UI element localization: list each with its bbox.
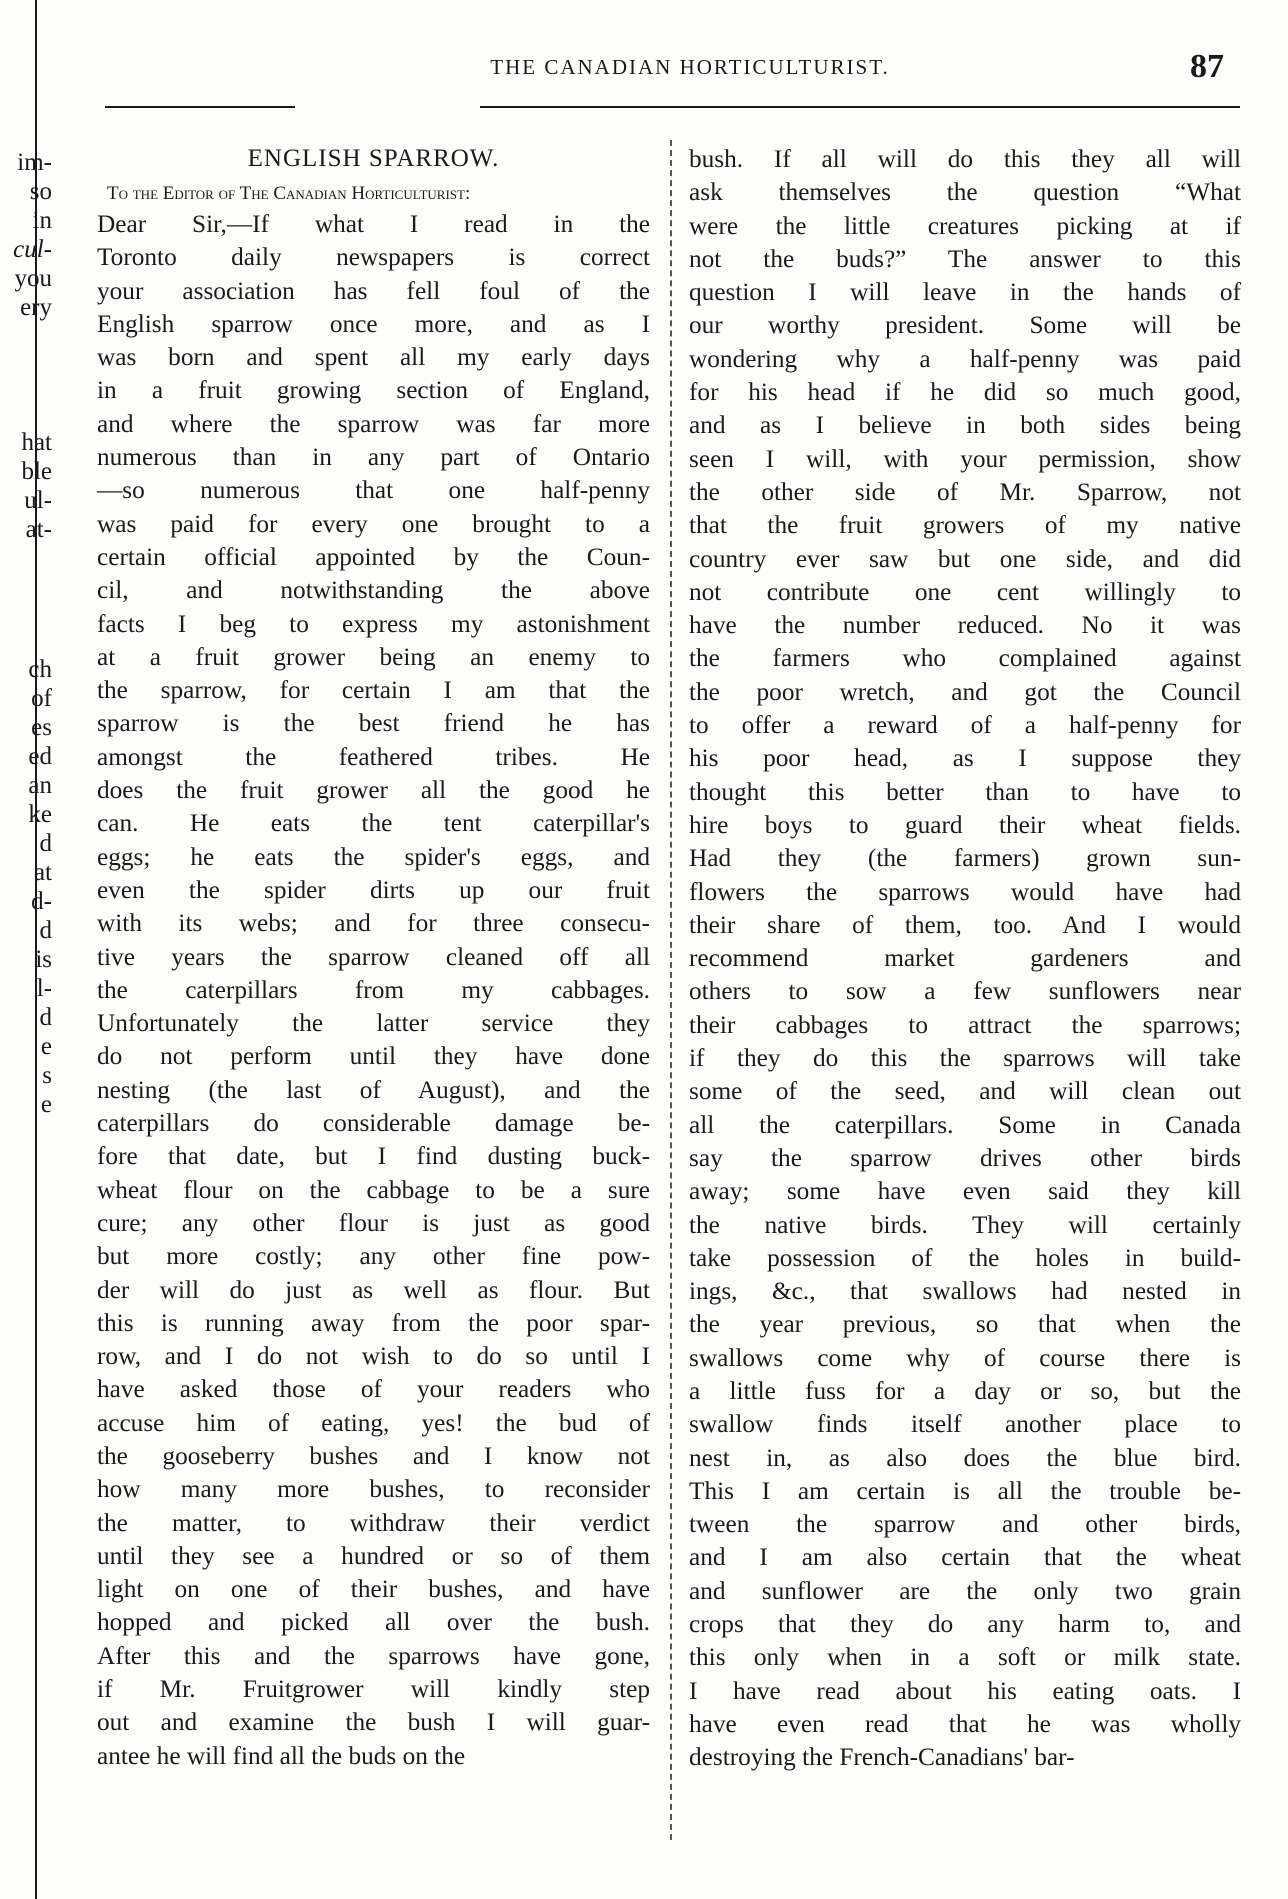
text-line: and where the sparrow was far more — [97, 409, 650, 438]
text-line: the gooseberry bushes and I know not — [97, 1441, 650, 1470]
previous-page-fragment: is — [35, 946, 52, 973]
previous-page-fragment: s — [42, 1062, 52, 1089]
text-line: to offer a reward of a half-penny for — [689, 711, 1241, 740]
text-line: some of the seed, and will clean out — [689, 1077, 1241, 1106]
text-line: swallow finds itself another place to — [689, 1410, 1241, 1439]
text-line: this only when in a soft or milk state. — [689, 1643, 1241, 1672]
previous-page-fragment: so — [29, 178, 52, 205]
text-line: was paid for every one brought to a — [97, 509, 650, 538]
column-divider — [670, 140, 673, 1840]
text-line: their cabbages to attract the sparrows; — [689, 1010, 1241, 1039]
text-line: can. He eats the tent caterpillar's — [97, 809, 650, 838]
text-line: if they do this the sparrows will take — [689, 1044, 1241, 1073]
text-line: with its webs; and for three consecu- — [97, 909, 650, 938]
text-line: at a fruit grower being an enemy to — [97, 642, 650, 671]
text-line: hopped and picked all over the bush. — [97, 1608, 650, 1637]
previous-page-edge — [0, 0, 58, 1899]
previous-page-fragment: ke — [28, 801, 52, 828]
text-line: question I will leave in the hands of — [689, 278, 1241, 307]
text-line: the year previous, so that when the — [689, 1310, 1241, 1339]
text-line: the sparrow, for certain I am that the — [97, 676, 650, 705]
text-line: destroying the French-Canadians' bar- — [689, 1743, 1075, 1772]
text-line: wheat flour on the cabbage to be a sure — [97, 1175, 650, 1204]
previous-page-fragment: of — [31, 685, 52, 712]
text-line: Had they (the farmers) grown sun- — [689, 844, 1241, 873]
header-rule-right — [480, 106, 1240, 108]
text-line: Toronto daily newspapers is correct — [97, 243, 650, 272]
text-line: and I am also certain that the wheat — [689, 1543, 1241, 1572]
text-line: facts I beg to express my astonishment — [97, 609, 650, 638]
text-line: sparrow is the best friend he has — [97, 709, 650, 738]
page-number: 87 — [1190, 48, 1224, 85]
left-column-text — [97, 208, 650, 1773]
text-line: away; some have even said they kill — [689, 1177, 1241, 1206]
previous-page-fragment: cul- — [13, 236, 52, 263]
previous-page-fragment: at- — [25, 516, 52, 543]
previous-page-fragment: in — [32, 207, 52, 234]
text-line: certain official appointed by the Coun- — [97, 542, 650, 571]
text-line: have asked those of your readers who — [97, 1375, 650, 1404]
previous-page-fragment: ble — [21, 458, 52, 485]
text-line: nesting (the last of August), and the — [97, 1075, 650, 1104]
text-line: nest in, as also does the blue bird. — [689, 1443, 1241, 1472]
text-line: Unfortunately the latter service they — [97, 1009, 650, 1038]
text-line: This I am certain is all the trouble be- — [689, 1476, 1241, 1505]
text-line: was born and spent all my early days — [97, 343, 650, 372]
previous-page-fragment: ul- — [24, 487, 52, 514]
text-line: antee he will find all the buds on the — [97, 1741, 466, 1770]
previous-page-fragment: at — [33, 859, 52, 886]
text-line: their share of them, too. And I would — [689, 910, 1241, 939]
text-line: After this and the sparrows have gone, — [97, 1641, 650, 1670]
text-line: light on one of their bushes, and have — [97, 1575, 650, 1604]
previous-page-fragment: ch — [28, 656, 52, 683]
previous-page-fragment: e — [40, 1033, 52, 1060]
text-line: say the sparrow drives other birds — [689, 1143, 1241, 1172]
text-line: tive years the sparrow cleaned off all — [97, 942, 650, 971]
text-line: that the fruit growers of my native — [689, 511, 1241, 540]
text-line: numerous than in any part of Ontario — [97, 443, 650, 472]
text-line: were the little creatures picking at if — [689, 211, 1241, 240]
text-line: caterpillars do considerable damage be- — [97, 1109, 650, 1138]
text-line: Dear Sir,—If what I read in the — [97, 210, 650, 238]
text-line: amongst the feathered tribes. He — [97, 742, 650, 771]
text-line: if Mr. Fruitgrower will kindly step — [97, 1675, 650, 1704]
previous-page-fragment: an — [28, 772, 52, 799]
text-line: until they see a hundred or so of them — [97, 1541, 650, 1570]
text-line: cure; any other flour is just as good — [97, 1208, 650, 1237]
text-line: a little fuss for a day or so, but the — [689, 1376, 1241, 1405]
previous-page-fragment: im- — [17, 149, 52, 176]
text-line: cil, and notwithstanding the above — [97, 576, 650, 605]
text-line: bush. If all will do this they all will — [689, 145, 1241, 173]
text-line: does the fruit grower all the good he — [97, 776, 650, 805]
text-line: not the buds?” The answer to this — [689, 244, 1241, 273]
text-line: and sunflower are the only two grain — [689, 1576, 1241, 1605]
text-line: I have read about his eating oats. I — [689, 1676, 1241, 1705]
previous-page-fragment: es — [31, 714, 52, 741]
text-line: our worthy president. Some will be — [689, 311, 1241, 340]
article-title: ENGLISH SPARROW. — [247, 145, 500, 172]
salutation: To the Editor of The Canadian Horticulturist: — [107, 183, 471, 204]
text-line: tween the sparrow and other birds, — [689, 1510, 1241, 1539]
text-line: in a fruit growing section of England, — [97, 376, 650, 405]
text-line: but more costly; any other fine pow- — [97, 1242, 650, 1271]
text-line: eggs; he eats the spider's eggs, and — [97, 842, 650, 871]
text-line: do not perform until they have done — [97, 1042, 650, 1071]
text-line: even the spider dirts up our fruit — [97, 875, 650, 904]
text-line: for his head if he did so much good, — [689, 378, 1241, 407]
previous-page-fragment: ed — [28, 743, 52, 770]
text-line: —so numerous that one half-penny — [97, 476, 650, 505]
text-line: hire boys to guard their wheat fields. — [689, 810, 1241, 839]
text-line: the caterpillars from my cabbages. — [97, 975, 650, 1004]
previous-page-fragment: you — [14, 265, 52, 292]
text-line: have the number reduced. No it was — [689, 611, 1241, 640]
text-line: take possession of the holes in build- — [689, 1243, 1241, 1272]
text-line: English sparrow once more, and as I — [97, 309, 650, 338]
text-line: flowers the sparrows would have had — [689, 877, 1241, 906]
text-line: der will do just as well as flour. But — [97, 1275, 650, 1304]
previous-page-fragment: d — [39, 830, 52, 857]
text-line: crops that they do any harm to, and — [689, 1610, 1241, 1639]
previous-page-fragment: e — [40, 1091, 52, 1118]
previous-page-fragment: hat — [21, 429, 52, 456]
text-line: the matter, to withdraw their verdict — [97, 1508, 650, 1537]
header-rule-left — [105, 106, 295, 108]
text-line: country ever saw but one side, and did — [689, 544, 1241, 573]
text-line: not contribute one cent willingly to — [689, 577, 1241, 606]
text-line: seen I will, with your permission, show — [689, 444, 1241, 473]
text-line: how many more bushes, to reconsider — [97, 1475, 650, 1504]
previous-page-fragment: ery — [20, 294, 52, 321]
text-line: ask themselves the question “What — [689, 178, 1241, 207]
text-line: your association has fell foul of the — [97, 276, 650, 305]
text-line: thought this better than to have to — [689, 777, 1241, 806]
text-line: others to sow a few sunflowers near — [689, 977, 1241, 1006]
text-line: have even read that he was wholly — [689, 1709, 1241, 1738]
text-line: the farmers who complained against — [689, 644, 1241, 673]
text-line: the native birds. They will certainly — [689, 1210, 1241, 1239]
text-line: row, and I do not wish to do so until I — [97, 1342, 650, 1371]
text-line: and as I believe in both sides being — [689, 411, 1241, 440]
previous-page-fragment: d- — [31, 888, 52, 915]
text-line: the poor wretch, and got the Council — [689, 677, 1241, 706]
text-line: wondering why a half-penny was paid — [689, 344, 1241, 373]
text-line: this is running away from the poor spar- — [97, 1308, 650, 1337]
previous-page-fragment: d — [39, 1004, 52, 1031]
previous-page-fragment: d — [39, 917, 52, 944]
text-line: ings, &c., that swallows had nested in — [689, 1277, 1241, 1306]
text-line: all the caterpillars. Some in Canada — [689, 1110, 1241, 1139]
left-column — [97, 140, 650, 1773]
text-line: out and examine the bush I will guar- — [97, 1708, 650, 1737]
right-column — [689, 143, 1241, 1775]
text-line: fore that date, but I find dusting buck- — [97, 1142, 650, 1171]
text-line: the other side of Mr. Sparrow, not — [689, 477, 1241, 506]
text-line: recommend market gardeners and — [689, 944, 1241, 973]
text-line: swallows come why of course there is — [689, 1343, 1241, 1372]
text-line: accuse him of eating, yes! the bud of — [97, 1408, 650, 1437]
right-column-text — [689, 143, 1241, 1775]
running-title: THE CANADIAN HORTICULTURIST. — [490, 55, 890, 79]
text-line: his poor head, as I suppose they — [689, 744, 1241, 773]
previous-page-fragment: l- — [36, 975, 52, 1002]
